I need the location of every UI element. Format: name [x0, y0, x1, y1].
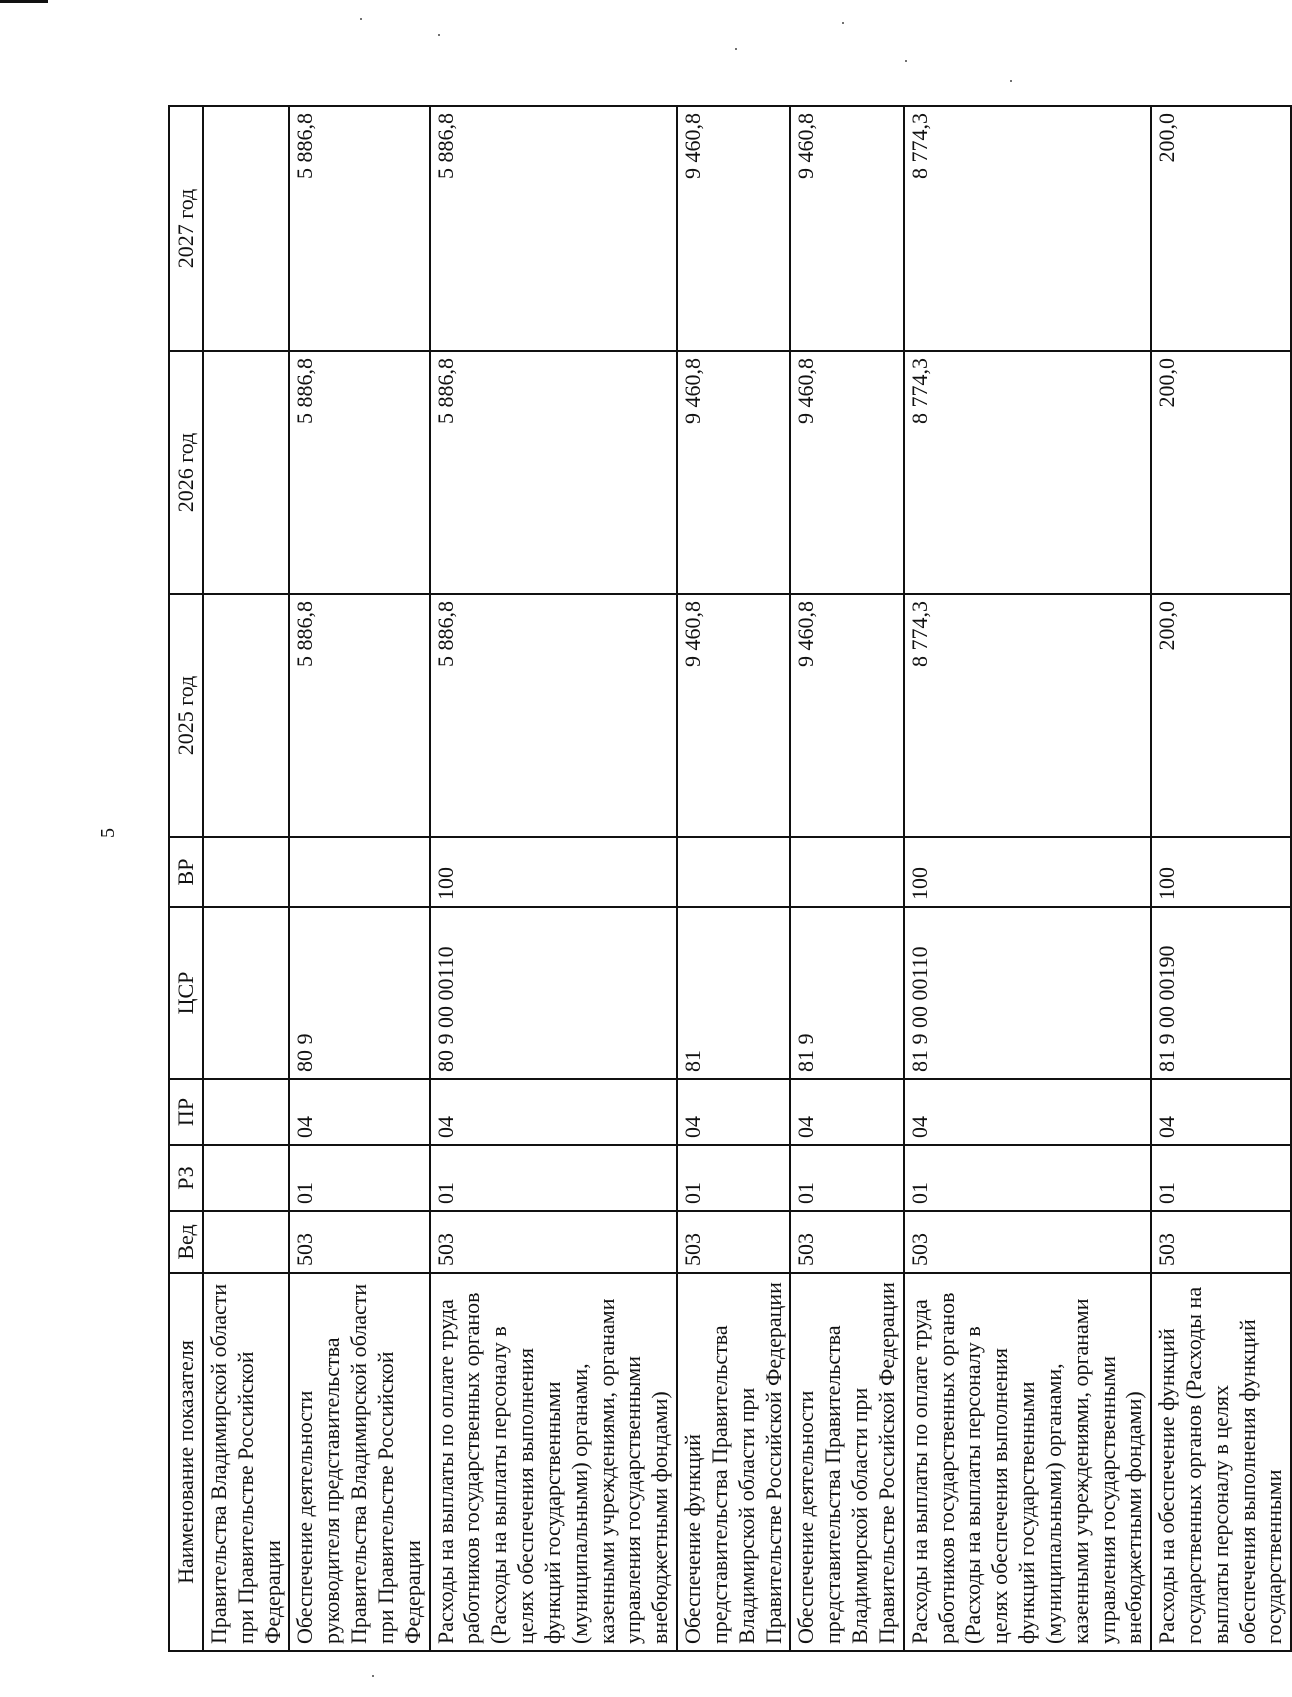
table-row	[904, 106, 1151, 1651]
cell-csr: 80 9 00 00110	[430, 907, 677, 1079]
cell-2027: 8 774,3	[904, 106, 1151, 351]
cell-rz: 01	[790, 1145, 903, 1211]
cell-name: Обеспечение деятельности представительства Правительства Владимирской области при Правительстве Российской Федерации	[790, 1273, 903, 1651]
header-pr: ПР	[169, 1079, 203, 1145]
page-number: 5	[97, 828, 119, 838]
scan-speck	[1010, 80, 1012, 82]
cell-csr: 81	[677, 907, 790, 1079]
cell-ved: 503	[790, 1211, 903, 1273]
cell-name: Обеспечение функций представительства Правительства Владимирской области при Правительстве Российской Федерации	[677, 1273, 790, 1651]
cell-2027	[203, 106, 289, 351]
cell-2026	[203, 351, 289, 594]
cell-rz: 01	[904, 1145, 1151, 1211]
cell-pr: 04	[677, 1079, 790, 1145]
cell-2027: 200,0	[1151, 106, 1291, 351]
cell-csr	[203, 907, 289, 1079]
header-ved: Вед	[169, 1211, 203, 1273]
cell-pr: 04	[1151, 1079, 1291, 1145]
cell-2026: 5 886,8	[430, 351, 677, 594]
budget-table	[168, 105, 1292, 1652]
cell-pr	[203, 1079, 289, 1145]
budget-table-container	[168, 107, 1287, 1652]
cell-2025	[203, 594, 289, 837]
cell-2026: 9 460,8	[790, 351, 903, 594]
scan-speck	[842, 22, 844, 24]
cell-csr: 81 9 00 00110	[904, 907, 1151, 1079]
cell-ved: 503	[677, 1211, 790, 1273]
cell-vr: 100	[1151, 837, 1291, 907]
cell-vr	[203, 837, 289, 907]
cell-2027: 9 460,8	[790, 106, 903, 351]
cell-rz: 01	[1151, 1145, 1291, 1211]
cell-name: Расходы на выплаты по оплате труда работников государственных органов (Расходы на выплаты персоналу в целях обеспечения выполнения функций государственными (муниципальными) органами, казенными учреждениями, органами управления государственными внебюджетными фондами)	[430, 1273, 677, 1651]
header-name: Наименование показателя	[169, 1273, 203, 1651]
scan-speck	[905, 60, 907, 62]
cell-vr	[790, 837, 903, 907]
header-rz: РЗ	[169, 1145, 203, 1211]
cell-ved: 503	[1151, 1211, 1291, 1273]
cell-name: Расходы на обеспечение функций государственных органов (Расходы на выплаты персоналу в целях обеспечения выполнения функций государственными	[1151, 1273, 1291, 1651]
cell-pr: 04	[289, 1079, 429, 1145]
cell-name: Расходы на выплаты по оплате труда работников государственных органов (Расходы на выплаты персоналу в целях обеспечения выполнения функций государственными (муниципальными) органами, казенными учреждениями, органами управления государственными внебюджетными фондами)	[904, 1273, 1151, 1651]
cell-pr: 04	[904, 1079, 1151, 1145]
cell-2026: 200,0	[1151, 351, 1291, 594]
cell-2025: 9 460,8	[677, 594, 790, 837]
cell-ved: 503	[430, 1211, 677, 1273]
cell-2026: 8 774,3	[904, 351, 1151, 594]
cell-rz: 01	[677, 1145, 790, 1211]
cell-csr: 81 9 00 00190	[1151, 907, 1291, 1079]
cell-pr: 04	[430, 1079, 677, 1145]
cell-2027: 5 886,8	[430, 106, 677, 351]
cell-2026: 9 460,8	[677, 351, 790, 594]
header-2026: 2026 год	[169, 351, 203, 594]
cell-rz: 01	[289, 1145, 429, 1211]
cell-vr	[677, 837, 790, 907]
cell-name: Обеспечение деятельности руководителя представительства Правительства Владимирской области при Правительстве Российской Федерации	[289, 1273, 429, 1651]
table-row	[790, 106, 903, 1651]
cell-rz: 01	[430, 1145, 677, 1211]
table-row	[430, 106, 677, 1651]
cell-2025: 200,0	[1151, 594, 1291, 837]
cell-ved	[203, 1211, 289, 1273]
cell-vr: 100	[430, 837, 677, 907]
table-row	[289, 106, 429, 1651]
table-row	[1151, 106, 1291, 1651]
cell-vr	[289, 837, 429, 907]
table-row	[203, 106, 289, 1651]
header-2025: 2025 год	[169, 594, 203, 837]
cell-csr: 80 9	[289, 907, 429, 1079]
scan-speck	[372, 1675, 374, 1677]
cell-ved: 503	[904, 1211, 1151, 1273]
scan-speck	[360, 18, 362, 20]
scan-speck	[735, 48, 737, 50]
cell-2025: 5 886,8	[289, 594, 429, 837]
table-row	[677, 106, 790, 1651]
cell-2025: 9 460,8	[790, 594, 903, 837]
header-2027: 2027 год	[169, 106, 203, 351]
cell-rz	[203, 1145, 289, 1211]
cell-pr: 04	[790, 1079, 903, 1145]
cell-2026: 5 886,8	[289, 351, 429, 594]
cell-name: Правительства Владимирской области при Правительстве Российской Федерации	[203, 1273, 289, 1651]
table-header-row	[169, 106, 203, 1651]
scan-speck	[438, 34, 440, 36]
cell-csr: 81 9	[790, 907, 903, 1079]
cell-2025: 5 886,8	[430, 594, 677, 837]
scan-edge-mark	[0, 0, 48, 3]
cell-2025: 8 774,3	[904, 594, 1151, 837]
cell-2027: 5 886,8	[289, 106, 429, 351]
cell-vr: 100	[904, 837, 1151, 907]
cell-ved: 503	[289, 1211, 429, 1273]
header-vr: ВР	[169, 837, 203, 907]
cell-2027: 9 460,8	[677, 106, 790, 351]
header-csr: ЦСР	[169, 907, 203, 1079]
